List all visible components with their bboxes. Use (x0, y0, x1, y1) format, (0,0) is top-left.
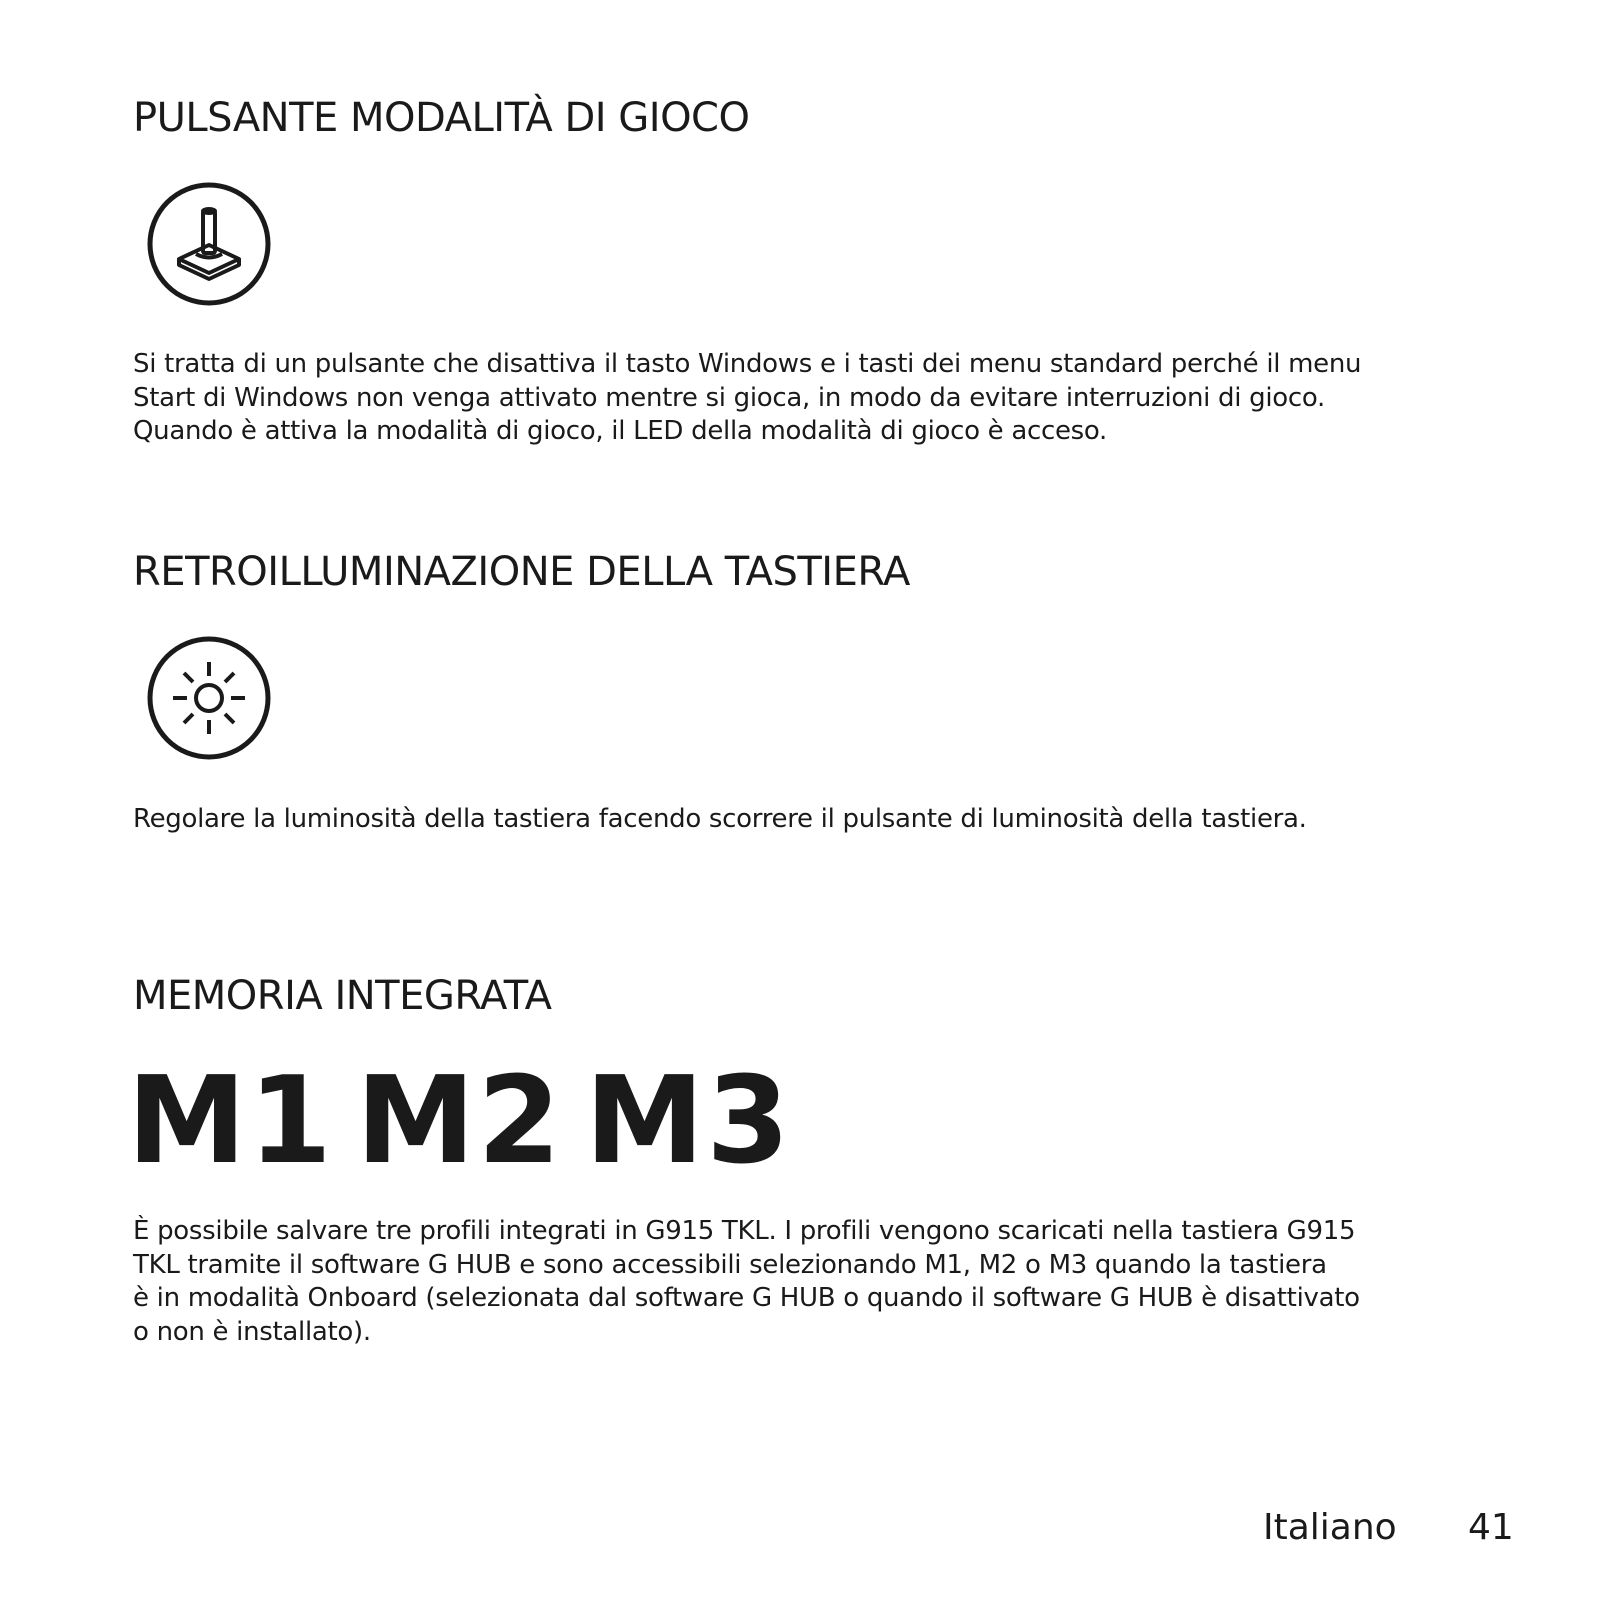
text-line: è in modalità Onboard (selezionata dal software G HUB o quando il software G HUB è disattivato (133, 1283, 1360, 1313)
text-line: Start di Windows non venga attivato mentre si gioca, in modo da evitare interruzioni di gioco. (133, 382, 1325, 413)
game-mode-description (133, 348, 1361, 449)
m1-key-label: M1 (127, 1052, 334, 1191)
footer-language: Italiano (1263, 1507, 1397, 1548)
joystick-icon (146, 181, 272, 307)
text-line: Si tratta di un pulsante che disattiva il tasto Windows e i tasti dei menu standard perché il menu (133, 349, 1362, 379)
backlight-description (133, 803, 1307, 837)
text-line: TKL tramite il software G HUB e sono accessibili selezionando M1, M2 o M3 quando la tastiera (133, 1249, 1327, 1280)
text-line: Regolare la luminosità della tastiera facendo scorrere il pulsante di luminosità della tastiera. (133, 804, 1307, 834)
text-line: Quando è attiva la modalità di gioco, il LED della modalità di gioco è acceso. (133, 416, 1108, 446)
section-heading-onboard-memory: MEMORIA INTEGRATA (133, 973, 552, 1019)
text-line: o non è installato). (133, 1316, 371, 1347)
m2-key-label: M2 (355, 1052, 563, 1191)
section-heading-backlight: RETROILLUMINAZIONE DELLA TASTIERA (133, 549, 910, 595)
m3-key-label: M3 (584, 1052, 792, 1191)
section-heading-game-mode: PULSANTE MODALITÀ DI GIOCO (133, 95, 750, 141)
text-line: È possibile salvare tre profili integrati in G915 TKL. I profili vengono scaricati nella tastiera G915 (133, 1216, 1356, 1246)
onboard-memory-description (133, 1215, 1360, 1349)
m-keys-row (127, 1052, 814, 1191)
brightness-icon (146, 635, 272, 761)
page-number: 41 (1468, 1507, 1514, 1548)
